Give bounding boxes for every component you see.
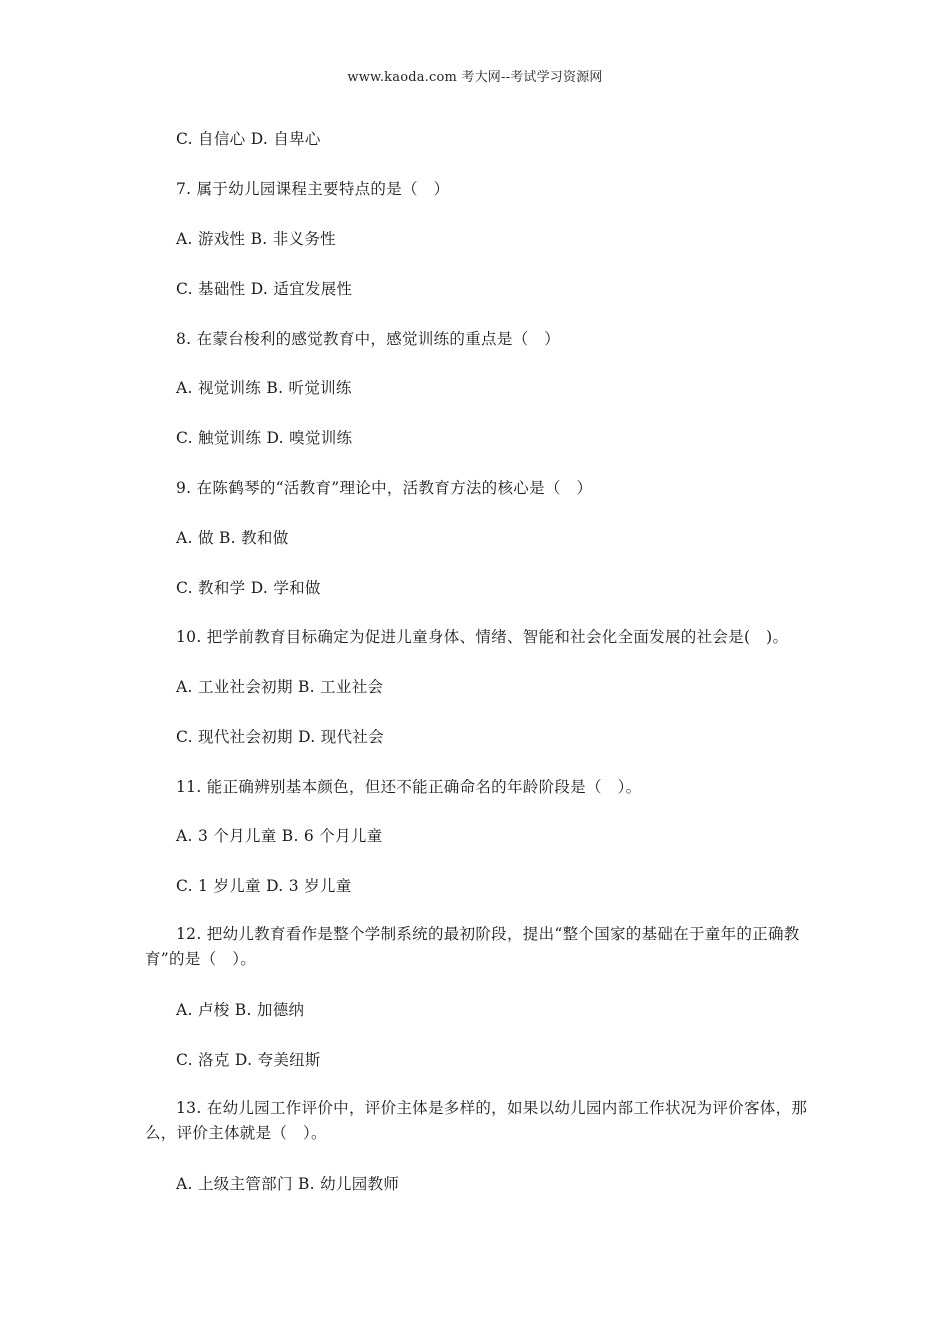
- option-line-q11-ab: A. 3 个月儿童 B. 6 个月儿童: [176, 827, 383, 845]
- option-line-q6-cd: C. 自信心 D. 自卑心: [176, 130, 321, 148]
- option-line-q7-cd: C. 基础性 D. 适宜发展性: [176, 280, 353, 298]
- question-13: 13. 在幼儿园工作评价中，评价主体是多样的，如果以幼儿园内部工作状况为评价客体，那么，评价主体就是（ ）。: [145, 1099, 808, 1142]
- option-line-q9-cd: C. 教和学 D. 学和做: [176, 579, 321, 597]
- option-line-q7-ab: A. 游戏性 B. 非义务性: [176, 230, 336, 248]
- option-line-q11-cd: C. 1 岁儿童 D. 3 岁儿童: [176, 877, 352, 895]
- question-10: 10. 把学前教育目标确定为促进儿童身体、情绪、智能和社会化全面发展的社会是( )。: [176, 628, 789, 646]
- question-8: 8. 在蒙台梭利的感觉教育中，感觉训练的重点是（ ）: [176, 330, 561, 348]
- option-line-q12-cd: C. 洛克 D. 夸美纽斯: [176, 1051, 321, 1069]
- option-line-q8-ab: A. 视觉训练 B. 听觉训练: [176, 379, 352, 397]
- option-line-q10-ab: A. 工业社会初期 B. 工业社会: [176, 678, 384, 696]
- option-line-q10-cd: C. 现代社会初期 D. 现代社会: [176, 728, 384, 746]
- question-9: 9. 在陈鹤琴的“活教育”理论中，活教育方法的核心是（ ）: [176, 479, 593, 497]
- option-line-q9-ab: A. 做 B. 教和做: [176, 529, 289, 547]
- question-7: 7. 属于幼儿园课程主要特点的是（ ）: [176, 180, 450, 198]
- question-11: 11. 能正确辨别基本颜色，但还不能正确命名的年龄阶段是（ ）。: [176, 778, 642, 796]
- option-line-q8-cd: C. 触觉训练 D. 嗅觉训练: [176, 429, 353, 447]
- page-header: www.kaoda.com 考大网--考试学习资源网: [347, 70, 603, 85]
- option-line-q13-ab: A. 上级主管部门 B. 幼儿园教师: [176, 1175, 400, 1193]
- question-12: 12. 把幼儿教育看作是整个学制系统的最初阶段，提出“整个国家的基础在于童年的正确教育”的是（ ）。: [145, 925, 800, 968]
- option-line-q12-ab: A. 卢梭 B. 加德纳: [176, 1001, 305, 1019]
